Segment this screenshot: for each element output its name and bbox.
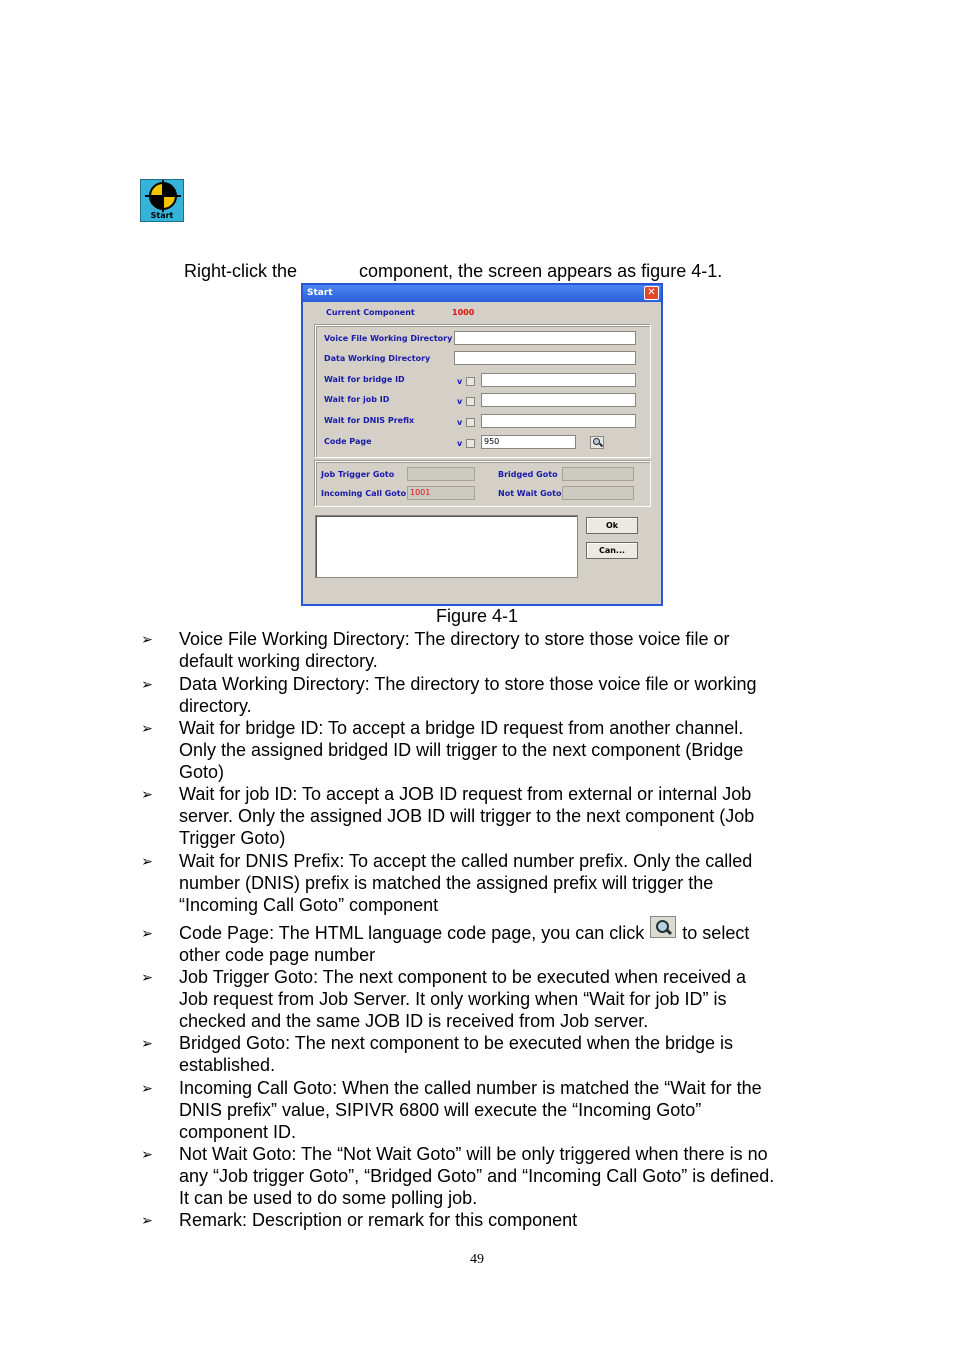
list-item: ➢ Voice File Working Directory: The directory to store those voice file or default working directory. (141, 629, 730, 671)
job-trigger-goto-label: Job Trigger Goto (321, 470, 395, 479)
intro-text-before: Right-click the (184, 261, 298, 281)
incoming-call-goto-label: Incoming Call Goto (321, 489, 407, 498)
list-item: ➢ Incoming Call Goto: When the called number is matched the “Wait for the DNIS prefix” value, SIPIVR 6800 will execute the “Incoming Goto” component ID. (141, 1078, 762, 1142)
start-dialog (301, 283, 663, 606)
close-button[interactable]: ✕ (644, 286, 659, 300)
list-item: ➢ Remark: Description or remark for this component (141, 1210, 578, 1230)
bridge-id-checkbox[interactable] (466, 377, 475, 386)
voice-dir-label: Voice File Working Directory (324, 334, 453, 343)
arrow-bullet-icon: ➢ (141, 1212, 153, 1228)
job-trigger-goto-field[interactable] (407, 467, 475, 481)
figure-caption: Figure 4-1 (435, 606, 519, 626)
crosshair-vertical (162, 180, 164, 212)
page-number: 49 (470, 1252, 484, 1267)
list-item: ➢ Data Working Directory: The directory to store those voice file or working directory. (141, 674, 757, 716)
code-page-checkbox[interactable] (466, 439, 475, 448)
dnis-input[interactable] (481, 414, 636, 428)
job-id-checkbox[interactable] (466, 397, 475, 406)
description-list (140, 628, 840, 1231)
not-wait-goto-field[interactable] (562, 486, 634, 500)
arrow-bullet-icon: ➢ (141, 853, 153, 869)
list-item: ➢ Not Wait Goto: The “Not Wait Goto” will be only triggered when there is no any “Job trigger Goto”, “Bridged Goto” and “Incoming Call Goto” is defined. It can be used to do some polling job. (141, 1144, 775, 1208)
dialog-title: Start (307, 288, 333, 298)
current-component-value: 1000 (452, 308, 475, 317)
code-page-search-icon[interactable] (590, 436, 604, 449)
dialog-titlebar (303, 285, 661, 302)
remark-textarea[interactable] (315, 515, 578, 578)
arrow-bullet-icon: ➢ (141, 1035, 153, 1051)
data-dir-label: Data Working Directory (324, 354, 431, 363)
arrow-bullet-icon: ➢ (141, 969, 153, 985)
intro-text-after: component, the screen appears as figure 4-1. (359, 261, 723, 281)
job-v-mark: v (457, 397, 463, 406)
list-item: ➢ Wait for DNIS Prefix: To accept the called number prefix. Only the called number (DNIS) prefix is matched the assigned prefix will trigger the “Incoming Call Goto” component (141, 851, 753, 915)
dnis-v-mark: v (457, 418, 463, 427)
dnis-label: Wait for DNIS Prefix (324, 416, 415, 425)
arrow-bullet-icon: ➢ (141, 720, 153, 736)
bridge-id-input[interactable] (481, 373, 636, 387)
dnis-checkbox[interactable] (466, 418, 475, 427)
arrow-bullet-icon: ➢ (141, 925, 153, 941)
cancel-button[interactable]: Can... (586, 542, 638, 559)
bridged-goto-field[interactable] (562, 467, 634, 481)
job-id-label: Wait for job ID (324, 395, 390, 404)
incoming-call-goto-field[interactable]: 1001 (407, 486, 475, 500)
list-item: ➢ Wait for bridge ID: To accept a bridge ID request from another channel. Only the assigned bridged ID will trigger to the next component (Bridge Goto) (141, 718, 744, 782)
bridge-id-label: Wait for bridge ID (324, 375, 405, 384)
arrow-bullet-icon: ➢ (141, 676, 153, 692)
ok-button[interactable]: Ok (586, 517, 638, 534)
start-icon-label: Start (150, 211, 174, 220)
code-page-input[interactable]: 950 (481, 435, 576, 449)
voice-dir-input[interactable] (454, 331, 636, 345)
job-id-input[interactable] (481, 393, 636, 407)
arrow-bullet-icon: ➢ (141, 786, 153, 802)
code-page-v-mark: v (457, 439, 463, 448)
list-item: ➢ Code Page: The HTML language code page, you can click to select other code page number (140, 922, 840, 966)
bridge-v-mark: v (457, 377, 463, 386)
search-icon (650, 916, 676, 938)
not-wait-goto-label: Not Wait Goto (498, 489, 562, 498)
current-component-label: Current Component (326, 308, 415, 317)
arrow-bullet-icon: ➢ (141, 1146, 153, 1162)
bridged-goto-label: Bridged Goto (498, 470, 558, 479)
data-dir-input[interactable] (454, 351, 636, 365)
list-item: ➢ Wait for job ID: To accept a JOB ID request from external or internal Job server. Only the assigned JOB ID will trigger to the next component (Job Trigger Goto) (141, 784, 755, 848)
list-item: ➢ Bridged Goto: The next component to be executed when the bridge is established. (141, 1033, 734, 1075)
code-page-label: Code Page (324, 437, 372, 446)
start-component-icon (140, 179, 184, 222)
arrow-bullet-icon: ➢ (141, 1080, 153, 1096)
arrow-bullet-icon: ➢ (141, 631, 153, 647)
list-item: ➢ Job Trigger Goto: The next component to be executed when received a Job request from Job Server. It only working when “Wait for job ID” is checked and the same JOB ID is received from Job server. (141, 967, 747, 1031)
